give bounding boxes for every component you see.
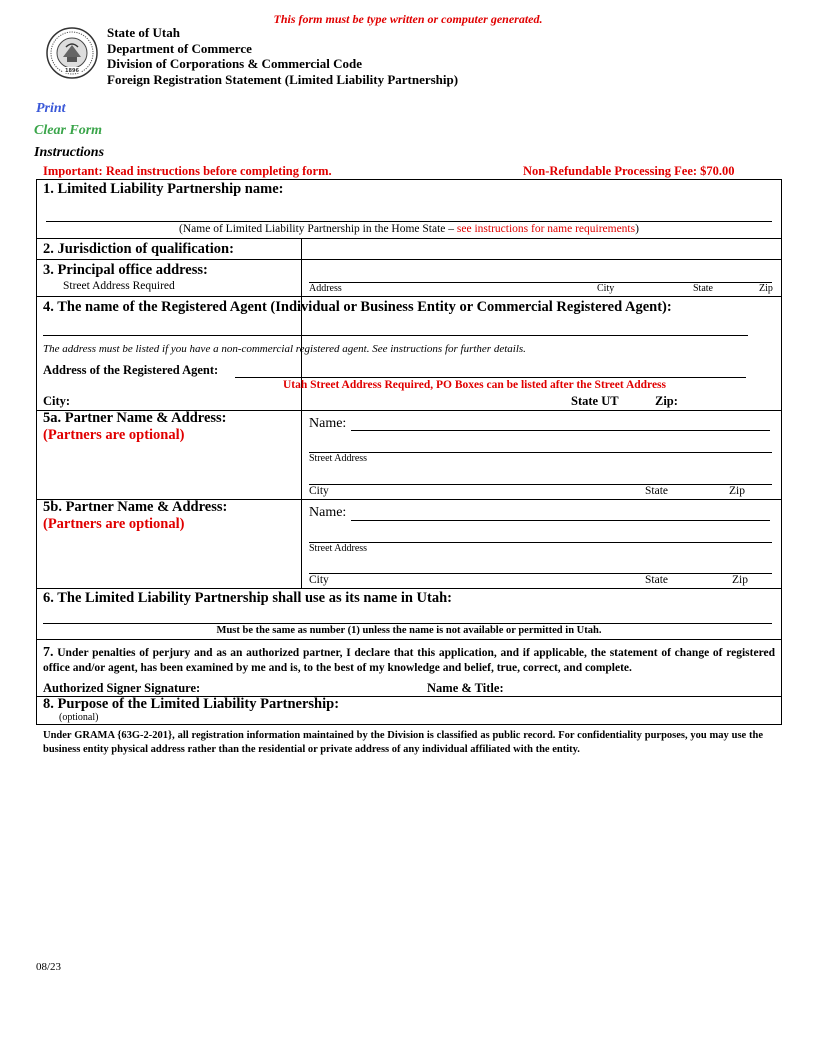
sec3-address-label: Address <box>309 283 342 294</box>
sec5b-label: 5b. Partner Name & Address: <box>43 499 228 515</box>
sec5b-name-label: Name: <box>309 505 347 520</box>
header-department: Department of Commerce <box>107 40 252 56</box>
sec7-name-title-label: Name & Title: <box>427 681 504 695</box>
sec5b-city-line[interactable] <box>309 573 772 574</box>
processing-fee: Non-Refundable Processing Fee: $70.00 <box>523 164 735 178</box>
sec5b-city-label: City <box>309 574 329 586</box>
sec3-zip-label: Zip <box>759 283 773 294</box>
sec1-note-end: ) <box>635 223 639 235</box>
sec7-declaration <box>43 645 775 676</box>
sec3-label: 3. Principal office address: <box>43 262 208 278</box>
sec4-address-label: Address of the Registered Agent: <box>43 363 219 377</box>
clear-form-link[interactable]: Clear Form <box>34 123 103 138</box>
grama-notice: Under GRAMA {63G-2-201}, all registration information maintained by the Division is classified as public record. For confidentiality purposes, you may use the business entity physical address rather than the residential or private address of any individual affiliated with the entity. <box>43 730 763 755</box>
sec2-label: 2. Jurisdiction of qualification: <box>43 241 234 257</box>
sec5a-city-label: City <box>309 485 329 497</box>
sec5b-zip-label: Zip <box>732 574 748 586</box>
state-seal-icon <box>46 27 98 79</box>
header-division: Division of Corporations & Commercial Code <box>107 56 363 71</box>
sec5a-optional: (Partners are optional) <box>43 427 185 443</box>
sec4-state-label: State UT <box>571 394 619 408</box>
sec5b-optional: (Partners are optional) <box>43 516 185 532</box>
sec3-sub: Street Address Required <box>63 280 175 292</box>
print-link[interactable]: Print <box>36 101 66 116</box>
sec7-text: Under penalties of perjury and as an authorized partner, I declare that this application, and if applicable, the statement of change of registered office and/or agent, has been examined by me and is, to the best of my knowledge and belief, true, correct, and complete. <box>43 647 775 674</box>
sec4-utah-note: Utah Street Address Required, PO Boxes can be listed after the Street Address <box>283 379 666 391</box>
sec6-name-line[interactable] <box>43 623 772 624</box>
seal-year: 1896 <box>65 68 79 74</box>
sec5a-name-label: Name: <box>309 416 347 431</box>
sec4-zip-label: Zip: <box>655 394 678 408</box>
sec7-signature-label: Authorized Signer Signature: <box>43 681 201 695</box>
form-version: 08/23 <box>36 961 62 973</box>
sec5b-state-label: State <box>645 574 668 586</box>
sec4-label: 4. The name of the Registered Agent (Individual or Business Entity or Commercial Registered Agent): <box>43 299 672 315</box>
sec5a-zip-label: Zip <box>729 485 745 497</box>
sec1-note <box>37 223 781 235</box>
sec1-label: 1. Limited Liability Partnership name: <box>43 181 284 197</box>
sec5a-street-line[interactable] <box>309 452 772 453</box>
instructions-link[interactable]: Instructions <box>34 145 105 160</box>
sec5a-label: 5a. Partner Name & Address: <box>43 410 227 426</box>
sec3-city-label: City <box>597 283 615 294</box>
registration-form <box>36 179 782 725</box>
sec6-note: Must be the same as number (1) unless the name is not available or permitted in Utah. <box>216 625 602 636</box>
sec8-optional: (optional) <box>59 712 99 723</box>
sec1-note-link[interactable]: see instructions for name requirements <box>456 223 636 235</box>
sec1-name-line[interactable] <box>46 221 772 222</box>
sec8-label: 8. Purpose of the Limited Liability Partnership: <box>43 696 340 712</box>
sec6-label: 6. The Limited Liability Partnership shall use as its name in Utah: <box>43 590 452 606</box>
typed-notice: This form must be type written or computer generated. <box>273 12 543 26</box>
form-title: Foreign Registration Statement (Limited Liability Partnership) <box>107 71 459 87</box>
sec4-agent-name-line[interactable] <box>43 335 748 336</box>
sec5a-street-label: Street Address <box>309 453 368 464</box>
sec5a-state-label: State <box>645 485 668 497</box>
header-block <box>107 25 458 87</box>
sec5b-street-label: Street Address <box>309 543 368 554</box>
sec1-note-text: (Name of Limited Liability Partnership in the Home State – <box>179 223 457 235</box>
sec4-city-label: City: <box>43 394 71 408</box>
header-state: State of Utah <box>107 25 180 40</box>
sec5b-name-line[interactable] <box>351 520 770 521</box>
sec4-address-line[interactable] <box>235 377 746 378</box>
sec7-number: 7. <box>43 645 54 660</box>
sec5a-name-line[interactable] <box>351 430 770 431</box>
sec5a-city-line[interactable] <box>309 484 772 485</box>
important-notice: Important: Read instructions before completing form. <box>43 164 332 178</box>
sec5b-street-line[interactable] <box>309 542 772 543</box>
sec4-note: The address must be listed if you have a non-commercial registered agent. See instructions for further details. <box>43 343 526 355</box>
sec3-state-label: State <box>693 283 713 294</box>
